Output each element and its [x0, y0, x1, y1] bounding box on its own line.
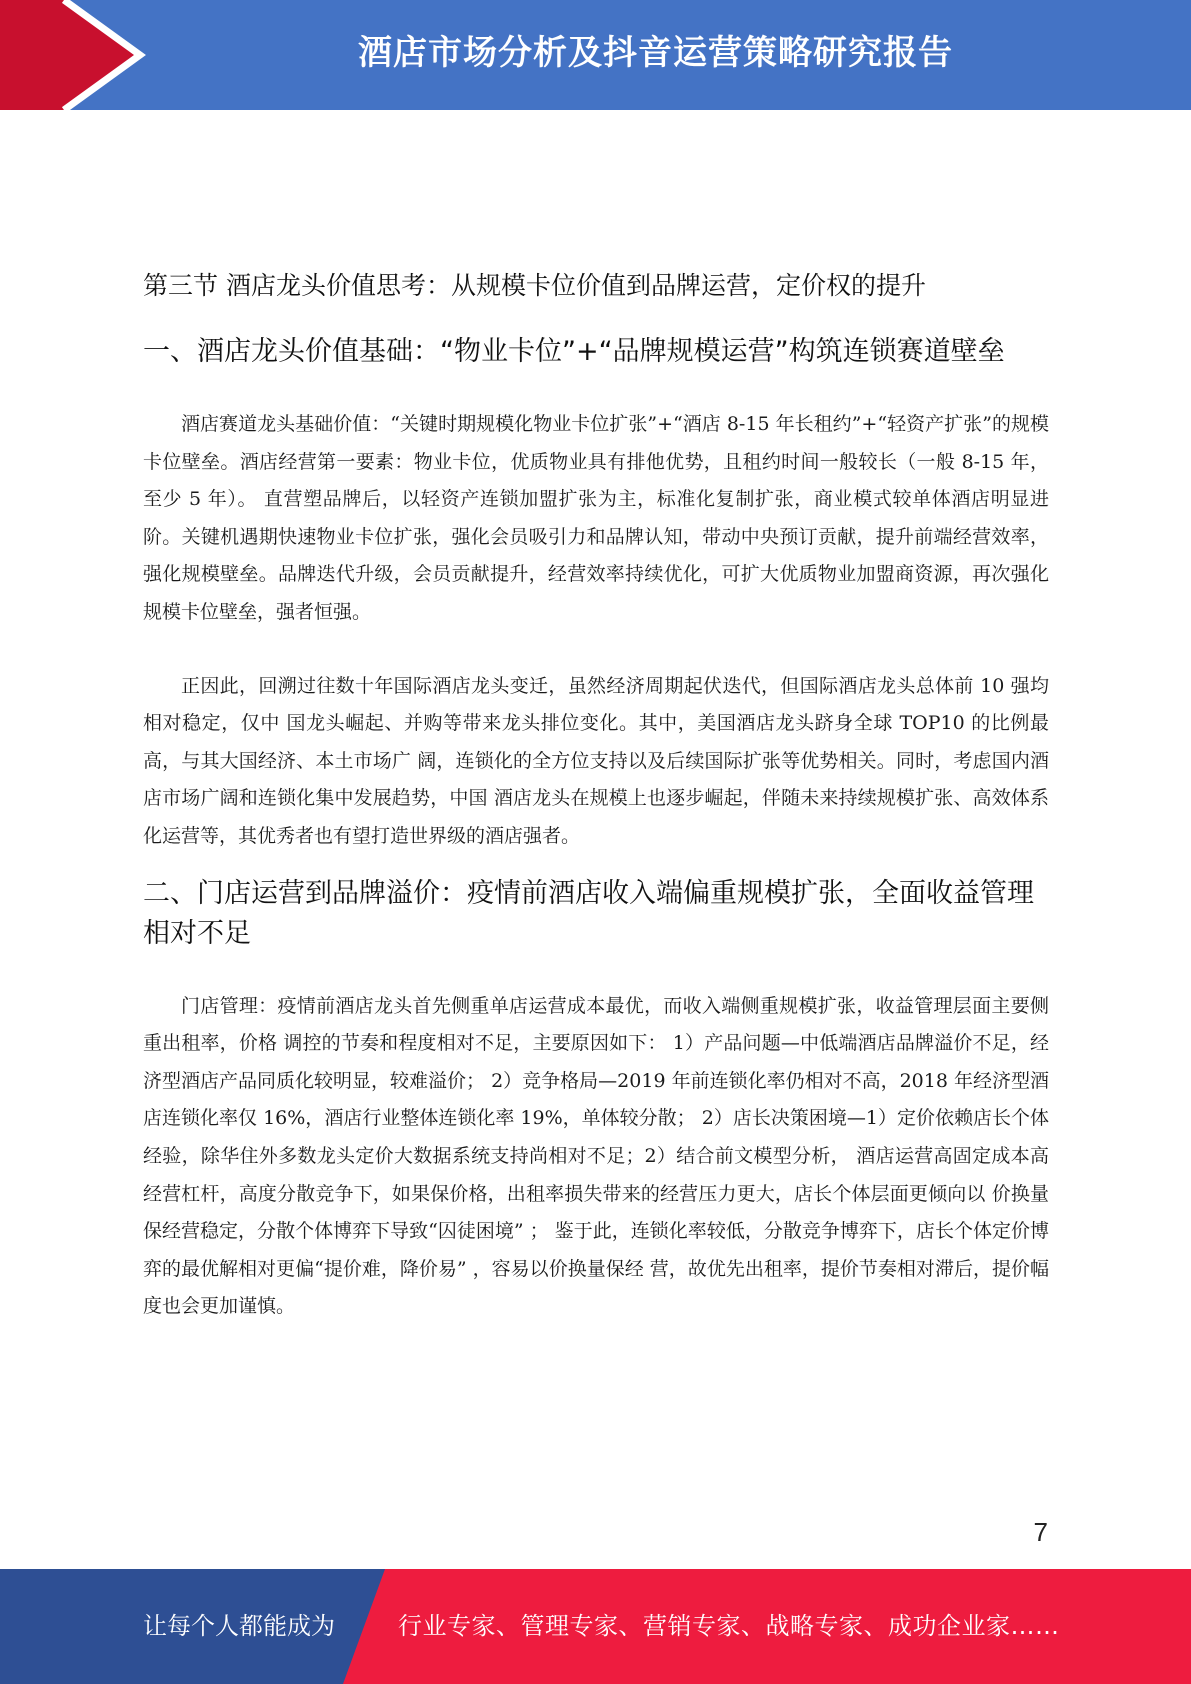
report-title: 酒店市场分析及抖音运营策略研究报告: [358, 33, 953, 73]
page-number: 7: [1033, 1517, 1048, 1547]
chevron-arrow-icon: [0, 0, 160, 110]
document-body: [143, 266, 1049, 1362]
header-band: [0, 0, 1191, 110]
heading-1: 一、酒店龙头价值基础：“物业卡位”+“品牌规模运营”构筑连锁赛道壁垒: [143, 336, 1005, 367]
paragraph-1: 酒店赛道龙头基础价值：“关键时期规模化物业卡位扩张”+“酒店 8-15 年长租约”+“轻资产扩张”的规模卡位壁垒。酒店经营第一要素：物业卡位，优质物业具有排他优势，且租约时间一般较长（一般 8-15 年，至少 5 年）。 直营塑品牌后，以轻资产连锁加盟扩张为主，标准化复制扩张，商业模式较单体酒店明显进阶。关键机遇期快速物业卡位扩张，强化会员吸引力和品牌认知，带动中央预订贡献，提升前端经营效率，强化规模壁垒。品牌迭代升级，会员贡献提升，经营效率持续优化，可扩大优质物业加盟商资源，再次强化规模卡位壁垒，强者恒强。: [143, 413, 1049, 623]
section-title: 第三节 酒店龙头价值思考：从规模卡位价值到品牌运营，定价权的提升: [143, 271, 926, 300]
footer-band: [0, 1569, 1191, 1684]
footer-slogan-right: 行业专家、管理专家、营销专家、战略专家、成功企业家……: [398, 1612, 1060, 1640]
heading-2: 二、门店运营到品牌溢价：疫情前酒店收入端偏重规模扩张，全面收益管理相对不足: [143, 877, 1034, 949]
paragraph-3: 门店管理：疫情前酒店龙头首先侧重单店运营成本最优，而收入端侧重规模扩张，收益管理层面主要侧重出租率，价格 调控的节奏和程度相对不足，主要原因如下： 1）产品问题—中低端酒店品牌溢价不足，经济型酒店产品同质化较明显，较难溢价； 2）竞争格局—2019 年前连锁化率仍相对不高，2018 年经济型酒店连锁化率仅 16%，酒店行业整体连锁化率 19%，单体较分散； 2）店长决策困境—1）定价依赖店长个体经验，除华住外多数龙头定价大数据系统支持尚相对不足；2）结合前文模型分析， 酒店运营高固定成本高经营杠杆，高度分散竞争下，如果保价格，出租率损失带来的经营压力更大，店长个体层面更倾向以 价换量保经营稳定，分散个体博弈下导致“囚徒困境” ； 鉴于此，连锁化率较低，分散竞争博弈下，店长个体定价博弈的最优解相对更偏“提价难，降价易” ，容易以价换量保经 营，故优先出租率，提价节奏相对滞后，提价幅度也会更加谨慎。: [143, 994, 1049, 1318]
paragraph-2: 正因此，回溯过往数十年国际酒店龙头变迁，虽然经济周期起伏迭代，但国际酒店龙头总体前 10 强均相对稳定，仅中 国龙头崛起、并购等带来龙头排位变化。其中，美国酒店龙头跻身全球 TOP10 的比例最高，与其大国经济、本土市场广 阔，连锁化的全方位支持以及后续国际扩张等优势相关。同时，考虑国内酒店市场广阔和连锁化集中发展趋势，中国 酒店龙头在规模上也逐步崛起，伴随未来持续规模扩张、高效体系化运营等，其优秀者也有望打造世界级的酒店强者。: [143, 674, 1049, 847]
footer-slogan-left: 让每个人都能成为: [143, 1612, 335, 1640]
